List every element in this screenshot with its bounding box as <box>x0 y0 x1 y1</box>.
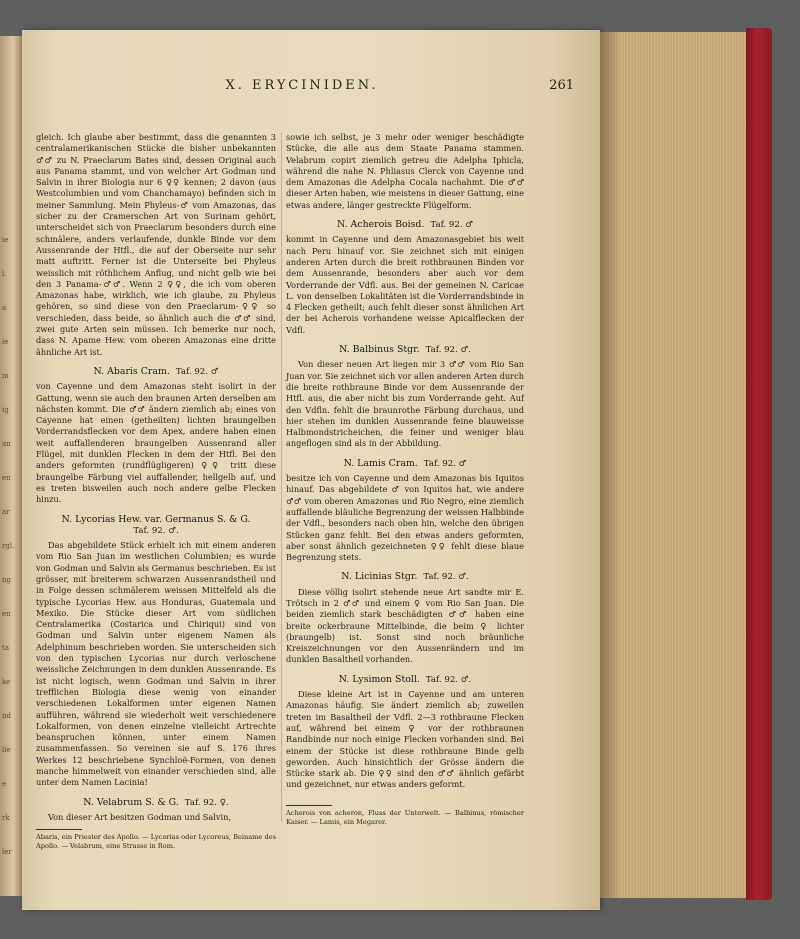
running-header <box>24 78 580 100</box>
species-name: N. Abaris Cram. <box>93 365 170 377</box>
right-column <box>286 132 524 827</box>
species-name: N. Licinias Stgr. <box>341 571 418 583</box>
margin-fragment: a <box>2 304 7 312</box>
left-intro-paragraph: gleich. Ich glaube aber bestimmt, dass die genannten 3 centralamerikanischen Stücke die bisher unbekannten ♂♂ zu N. Praeclarum Bates sind, dessen Original auch aus Panama stammt, und von welcher Art Godman und Salvin in ihrer Biologia nur 6 ♀♀ kennen; 2 davon (aus Westcolumbien und vom Chanchamayo) befinden sich in meiner Sammlung. Mein Phyleus-♂ vom Amazonas, das sicher zu der Cramerschen Art von Surinam gehört, unterscheidet sich von Praeclarum besonders durch eine schmälere, anders verlaufende, dunkle Binde vor dem Aussenrande der Htfl., die auf der Oberseite nur sehr matt auftritt. Ferner ist die Unterseite bei Phyleus weisslich mit röthlichem Anflug, und nicht gelb wie bei den 3 Panama-♂♂. Wenn 2 ♀♀, die ich vom oberen Amazonas habe, wirklich, wie ich glaube, zu Phyleus gehören, so sind diese von den Praeclarum-♀♀ so verschieden, dass beide, so ähnlich auch die ♂♂ sind, zwei gute Arten sein müssen. Ich bemerke nur noch, dass N. Apame Hew. vom oberen Amazonas eine dritte ähnliche Art ist. <box>36 132 276 357</box>
species-text: Von dieser neuen Art liegen mir 3 ♂♂ vom Rio San Juan vor. Sie zeichnet sich vor allen anderen Arten durch die breite rothbraune Binde vor dem Aussenrande der Htfl. aus, die aber nicht bis zum Vorderrande geht. Auf den Vdfln. fehlt die braunrothe Färbung durchaus, und hier stehen im dunklen Aussenrande feine blauweisse Halbmondstricheichen, die feiner und weniger blau angeflogen sind als in der Abbildung. <box>286 359 524 449</box>
species-text: Von dieser Art besitzen Godman und Salvin, <box>48 811 232 822</box>
red-book-cover <box>746 28 772 900</box>
species-name: N. Lysimon Stoll. <box>338 673 420 685</box>
margin-fragment: ta <box>2 644 9 652</box>
footnote-rule <box>36 829 82 830</box>
margin-fragment: ie <box>2 338 9 346</box>
species-name: N. Lycorias Hew. var. Germanus S. & G. <box>61 513 251 525</box>
species-heading <box>36 514 276 538</box>
margin-fragment: ie <box>2 236 9 244</box>
species-heading <box>286 458 524 470</box>
plate-reference: Taf. 92. ♂. <box>133 525 179 536</box>
species-text: von Cayenne und dem Amazonas steht isolirt in der Gattung, wenn sie auch den braunen Arten derselben am nächsten kommt. Die ♂♂ ändern ziemlich ab; eines von Cayenne hat einen (getheilten) lichten braungelben Vorderrandsflecken vor dem Apex, andere haben einen weit auffallenderen braungelben Aussenrand aller Flügel, mit dunklen Flecken in dem der Htfl. Bei den anders geformten (rundflügligeren) ♀♀ tritt diese braungelbe Färbung viel auffallender, hellgelb auf, und es treten bisweilen auch noch andere gelbe Flecken hinzu. <box>36 381 276 505</box>
margin-fragment: rgl. <box>2 542 15 550</box>
left-column <box>36 132 276 851</box>
page-block-edges <box>600 32 746 898</box>
column-divider <box>281 132 282 822</box>
margin-fragment: ar <box>2 508 10 516</box>
margin-fragment: rk <box>2 814 10 822</box>
margin-fragment: ler <box>2 848 12 856</box>
species-text: kommt in Cayenne und dem Amazonasgebiet bis weit nach Peru hinauf vor. Sie zeichnet sich mit einigen anderen Arten durch die breit rothbraunen Binden vor dem Aussenrande, besonders aber auch vor dem Vorderrande der Vdfl. aus. Bei der gemeinen N. Caricae L. von denselben Lokalitäten ist die Vorderrandsbinde in 4 Flecken getheilt; auch fehlt dieser sonst ähnlichen Art der bei Acherois vorhandene weisse Apicalflecken der Vdfl. <box>286 234 524 335</box>
margin-fragment: an <box>2 440 11 448</box>
right-intro-paragraph: sowie ich selbst, je 3 mehr oder weniger beschädigte Stücke, die alle aus dem Staate Panama stammen. Velabrum copirt ziemlich getreu die Adelpha Iphicla, während die nahe N. Phliasus Clerck von Cayenne und dem Amazonas die Adelpha Cocala nachahmt. Die ♂♂ dieser Arten haben, wie meistens in dieser Gattung, eine etwas andere, länger gestreckte Flügelform. <box>286 132 524 210</box>
species-text: besitze ich von Cayenne und dem Amazonas bis Iquitos hinauf. Das abgebildete ♂ von Iquitos hat, wie andere ♂♂ vom oberen Amazonas und Rio Negro, eine ziemlich auffallende bläuliche Begrenzung der weissen Halbbinde der Vdfl., besonders nach oben hin, welche den übrigen Stücken ganz fehlt. Bei den etwas anders geformten, aber sonst ähnlich gezeichneten ♀♀ fehlt diese blaue Begrenzung stets. <box>286 473 524 563</box>
species-name: N. Lamis Cram. <box>343 457 418 469</box>
chapter-title: X. ERYCINIDEN. <box>225 78 379 93</box>
plate-reference: Taf. 92. ♂ <box>430 220 474 231</box>
plate-reference: Taf. 92. ♂ <box>175 366 219 377</box>
plate-reference: Taf. 92. ♂. <box>425 345 471 356</box>
plate-reference: Taf. 92. ♂ <box>423 458 467 469</box>
margin-fragment: ig <box>2 406 9 414</box>
plate-reference: Taf. 92. ♀. <box>184 797 229 808</box>
margin-fragment: ke <box>2 678 11 686</box>
plate-reference: Taf. 92. ♂. <box>423 572 469 583</box>
gutter-shadow <box>600 32 620 898</box>
footnote: Abaris, ein Priester des Apollo. — Lycorias oder Lycoreus, Beiname des Apollo. — Velabrum, eine Strasse in Rom. <box>36 833 276 851</box>
margin-fragment: en <box>2 610 11 618</box>
margin-fragment: m <box>2 372 9 380</box>
plate-reference: Taf. 92. ♂. <box>425 674 472 685</box>
species-heading <box>286 219 524 231</box>
species-name: N. Velabrum S. & G. <box>83 796 179 808</box>
margin-fragment: en <box>2 474 11 482</box>
species-name: N. Balbinus Stgr. <box>339 344 420 356</box>
footnote: Acherois von acheron, Fluss der Unterwelt. — Balbinus, römischer Kaiser. — Lamis, ein Megarer. <box>286 808 524 826</box>
species-text: Das abgebildete Stück erhielt ich mit einem anderen vom Rio San Juan im westlichen Columbien; es wurde von Godman und Salvin als Germanus beschrieben. Es ist grösser, mit breiterem schwarzen Aussenrandstheil und in Folge dessen schmälerem weissen Mittelfeld als die typische Lycorias Hew. aus Honduras, Guatemala und Mexiko. Die Stücke dieser Art vom südlichen Centralamerika (Costarica und Chiriqui) sind von Godman und Salvin unter eigenem Namen als Adelphinum beschrieben worden. Sie unterscheiden sich von den typischen Lycorias nur durch verloschene weissliche Zeichnungen in dem dunklen Aussenrande. Es ist nicht logisch, wenn Godman und Salvin in ihrer trefflichen Biologia diese wenig von einander verschiedenen Lokalformen unter eigenen Namen aufführen, während sie wiederholt weit verschiedenere Lokalformen, von denen einzelne vielleicht Artrechte beanspruchen können, unter einem Namen zusammenfassen. So vereinen sie auf S. 176 ihres Werkes 12 beschriebene Synchloë-Formen, von denen manche himmelweit von einander verschieden sind, alle unter dem Namen Lacinia! <box>36 540 276 788</box>
margin-fragment: l. <box>2 270 7 278</box>
species-heading <box>36 366 276 378</box>
page-number: 261 <box>549 78 574 93</box>
species-heading <box>36 797 276 809</box>
footnote-rule <box>286 805 332 806</box>
species-heading <box>286 571 524 583</box>
margin-fragment: lie <box>2 746 11 754</box>
species-heading <box>286 344 524 356</box>
species-heading <box>286 674 524 686</box>
margin-fragment: e <box>2 780 7 788</box>
species-text: Diese völlig isolirt stehende neue Art sandte mir E. Trötsch in 2 ♂♂ und einem ♀ vom Rio San Juan. Die beiden ziemlich stark beschädigten ♂♂ haben eine breite ockerbraune Mittelbinde, die beim ♀ lichter (braungelb) ist. Sonst sind noch bräunliche Kreiszeichnungen vor den Aussenrändern und im dunklen Basaltheil vorhanden. <box>286 586 524 665</box>
margin-fragment: nd <box>2 712 11 720</box>
species-name: N. Acherois Boisd. <box>336 219 425 231</box>
margin-fragment: ng <box>2 576 11 584</box>
previous-page-edge <box>0 36 22 896</box>
species-text: Diese kleine Art ist in Cayenne und am unteren Amazonas häufig. Sie ändert ziemlich ab; zuweilen treten im Basaltheil der Vdfl. 2—3 rothbraune Flecken auf, während bei einem ♀ vor der rothbraunen Randbinde nur noch einige Flecken vorhanden sind. Bei einem der Stücke ist diese rothbraune Binde gelb geworden. Auch hinsichtlich der Grösse ändern die Stücke stark ab. Die ♀♀ sind den ♂♂ ähnlich gefärbt und gezeichnet, nur etwas anders geformt. <box>286 689 524 790</box>
